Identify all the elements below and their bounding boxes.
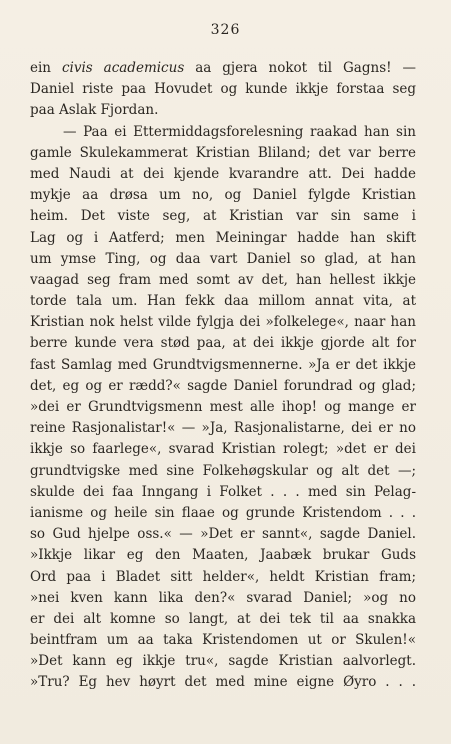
text-line-26: »nei kven kann lika den?« svarad Daniel; »og no (30, 589, 416, 606)
text-line-2: Daniel riste paa Hovudet og kunde ikkje forstaa seg (30, 81, 416, 98)
text-line-29: »Det kann eg ikkje tru«, sagde Kristian aalvorlegt. (30, 653, 416, 670)
text-line-5: gamle Skulekammerat Kristian Bliland; det var berre (30, 144, 416, 161)
body-text (30, 58, 416, 694)
text-line-24: »Ikkje likar eg den Maaten, Jaabæk brukar Guds (30, 547, 416, 564)
text-line-28: beintfram um aa taka Kristendomen ut or Skulen!« (30, 632, 416, 649)
text-line-16: det, eg og er rædd?« sagde Daniel forundrad og glad; (30, 377, 416, 394)
text-line-13: Kristian nok helst vilde fylgja dei »folkelege«, naar han (30, 314, 416, 331)
page-number: 326 (210, 22, 241, 38)
text-line-15: fast Samlag med Grundtvigsmennerne. »Ja er det ikkje (30, 356, 416, 373)
text-line-19: ikkje so faarlege«, svarad Kristian rolegt; »det er dei (30, 441, 416, 458)
text-line-12: torde tala um. Han fekk daa millom annat vita, at (30, 293, 416, 310)
text-line-17: »dei er Grundtvigsmenn mest alle ihop! og mange er (30, 399, 416, 415)
text-line-14: berre kunde vera stød paa, at dei ikkje gjorde alt for (30, 335, 416, 352)
text-line-22: ianisme og heile sin flaae og grunde Kristendom . . . (30, 504, 416, 521)
text-line-1: ein civis academicus aa gjera nokot til Gagns! — (30, 60, 416, 76)
text-line-9: Lag og i Aatferd; men Meiningar hadde han skift (30, 229, 416, 246)
text-line-10: um ymse Ting, og daa vart Daniel so glad, at han (30, 250, 416, 267)
text-line-8: heim. Det viste seg, at Kristian var sin same i (30, 208, 416, 225)
italic-phrase: civis academicus (61, 60, 185, 76)
text-line-27: er dei alt komne so langt, at dei tek til aa snakka (30, 610, 416, 627)
text-line-23: so Gud hjelpe oss.« — »Det er sannt«, sagde Daniel. (30, 526, 416, 543)
text-line-11: vaagad seg fram med somt av det, han hellest ikkje (30, 271, 416, 288)
text-line-20: grundtvigske med sine Folkehøgskular og alt det —; (30, 462, 416, 479)
text-line-21: skulde dei faa Inngang i Folket . . . med sin Pelag- (30, 483, 416, 500)
text-line-25: Ord paa i Bladet sitt helder«, heldt Kristian fram; (30, 568, 416, 585)
text-line-3: paa Aslak Fjordan. (30, 102, 159, 119)
text-line-4: — Paa ei Ettermiddagsforelesning raakad han sin (63, 123, 416, 140)
text-line-6: med Naudi at dei kjende kvarandre att. Dei hadde (30, 165, 416, 182)
text-line-7: mykje aa drøsa um no, og Daniel fylgde Kristian (30, 187, 416, 204)
text-line-30: »Tru? Eg hev høyrt det med mine eigne Øyro . . . (30, 674, 416, 691)
text-line-18: reine Rasjonalistar!« — »Ja, Rasjonalistarne, dei er no (30, 420, 416, 437)
